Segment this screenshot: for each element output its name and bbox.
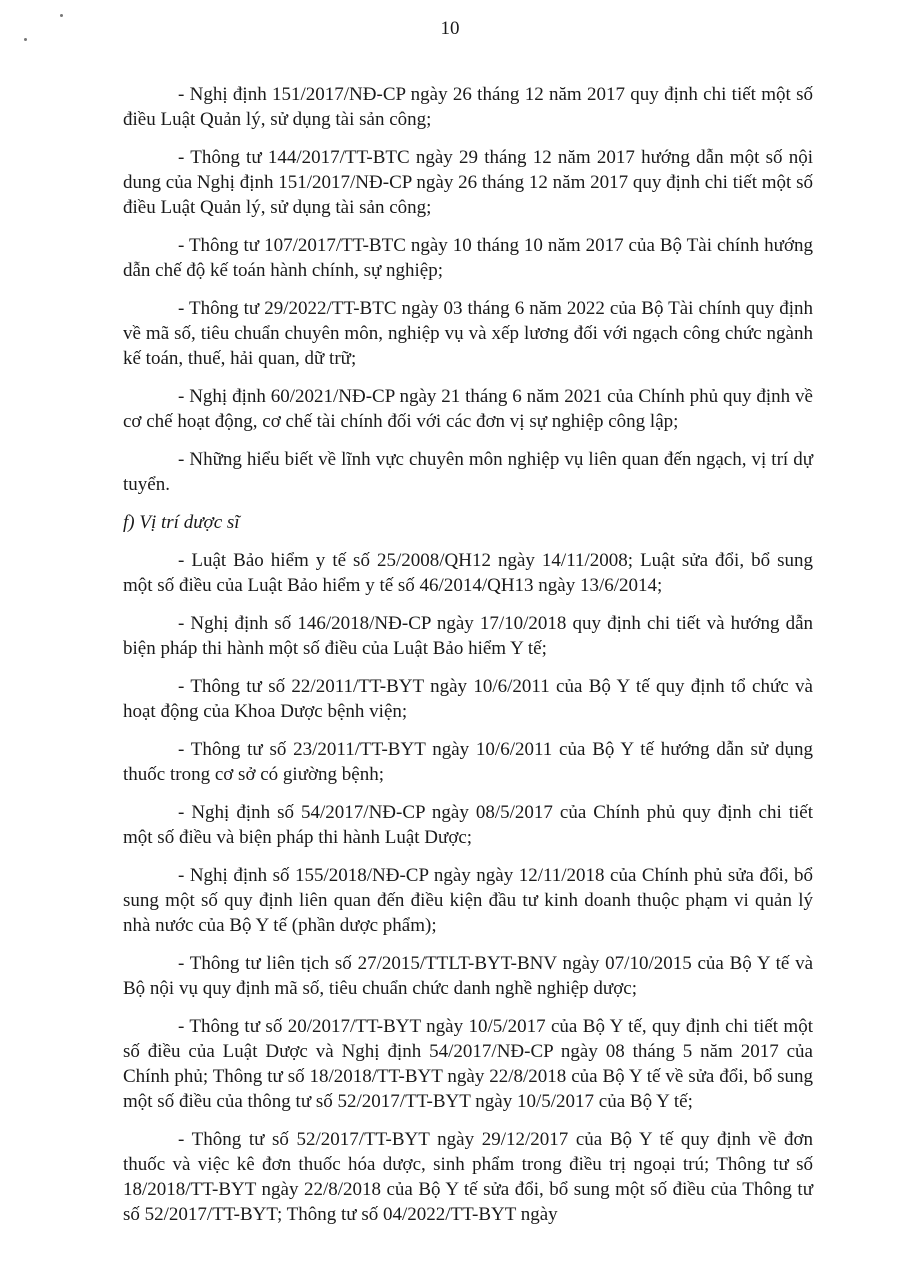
list-item: - Những hiểu biết về lĩnh vực chuyên môn nghiệp vụ liên quan đến ngạch, vị trí dự tuyển. [123, 449, 813, 495]
list-item: - Thông tư số 20/2017/TT-BYT ngày 10/5/2017 của Bộ Y tế, quy định chi tiết một số điều của Luật Dược và Nghị định 54/2017/NĐ-CP ngày 08 tháng 5 năm 2017 của Chính phủ; Thông tư số 18/2018/TT-BYT ngày 22/8/2018 của Bộ Y tế về sửa đổi, bổ sung một số điều của thông tư số 52/2017/TT-BYT ngày 10/5/2017 của Bộ Y tế; [123, 1016, 813, 1112]
list-item: - Nghị định số 54/2017/NĐ-CP ngày 08/5/2017 của Chính phủ quy định chi tiết một số điều và biện pháp thi hành Luật Dược; [123, 802, 813, 848]
list-item: - Thông tư số 23/2011/TT-BYT ngày 10/6/2011 của Bộ Y tế hướng dẫn sử dụng thuốc trong cơ sở có giường bệnh; [123, 739, 813, 785]
document-body [123, 82, 813, 1240]
list-item: - Thông tư 107/2017/TT-BTC ngày 10 tháng 10 năm 2017 của Bộ Tài chính hướng dẫn chế độ kế toán hành chính, sự nghiệp; [123, 235, 813, 281]
list-item: - Thông tư liên tịch số 27/2015/TTLT-BYT-BNV ngày 07/10/2015 của Bộ Y tế và Bộ nội vụ quy định mã số, tiêu chuẩn chức danh nghề nghiệp dược; [123, 953, 813, 999]
section-heading: f) Vị trí dược sĩ [123, 512, 240, 533]
page-number: 10 [440, 18, 460, 39]
list-item: - Nghị định 60/2021/NĐ-CP ngày 21 tháng 6 năm 2021 của Chính phủ quy định về cơ chế hoạt động, cơ chế tài chính đối với các đơn vị sự nghiệp công lập; [123, 386, 813, 432]
list-item: - Nghị định số 146/2018/NĐ-CP ngày 17/10/2018 quy định chi tiết và hướng dẫn biện pháp thi hành một số điều của Luật Bảo hiểm Y tế; [123, 613, 813, 659]
list-item: - Luật Bảo hiểm y tế số 25/2008/QH12 ngày 14/11/2008; Luật sửa đổi, bổ sung một số điều của Luật Bảo hiểm y tế số 46/2014/QH13 ngày 13/6/2014; [123, 550, 813, 596]
scan-speck [60, 14, 63, 17]
list-item: - Nghị định số 155/2018/NĐ-CP ngày ngày 12/11/2018 của Chính phủ sửa đổi, bổ sung một số quy định liên quan đến điều kiện đầu tư kinh doanh thuộc phạm vi quản lý nhà nước của Bộ Y tế (phần dược phẩm); [123, 865, 813, 936]
list-item: - Nghị định 151/2017/NĐ-CP ngày 26 tháng 12 năm 2017 quy định chi tiết một số điều Luật Quản lý, sử dụng tài sản công; [123, 84, 813, 130]
list-item: - Thông tư 144/2017/TT-BTC ngày 29 tháng 12 năm 2017 hướng dẫn một số nội dung của Nghị định 151/2017/NĐ-CP ngày 26 tháng 12 năm 2017 quy định chi tiết một số điều Luật Quản lý, sử dụng tài sản công; [123, 147, 813, 218]
list-item: - Thông tư số 22/2011/TT-BYT ngày 10/6/2011 của Bộ Y tế quy định tổ chức và hoạt động của Khoa Dược bệnh viện; [123, 676, 813, 722]
list-item: - Thông tư 29/2022/TT-BTC ngày 03 tháng 6 năm 2022 của Bộ Tài chính quy định về mã số, tiêu chuẩn chuyên môn, nghiệp vụ và xếp lương đối với ngạch công chức ngành kế toán, thuế, hải quan, dữ trữ; [123, 298, 813, 369]
list-item: - Thông tư số 52/2017/TT-BYT ngày 29/12/2017 của Bộ Y tế quy định về đơn thuốc và việc kê đơn thuốc hóa dược, sinh phẩm trong điều trị ngoại trú; Thông tư số 18/2018/TT-BYT ngày 22/8/2018 của Bộ Y tế sửa đổi, bổ sung một số điều của Thông tư số 52/2017/TT-BYT; Thông tư số 04/2022/TT-BYT ngày [123, 1129, 813, 1225]
